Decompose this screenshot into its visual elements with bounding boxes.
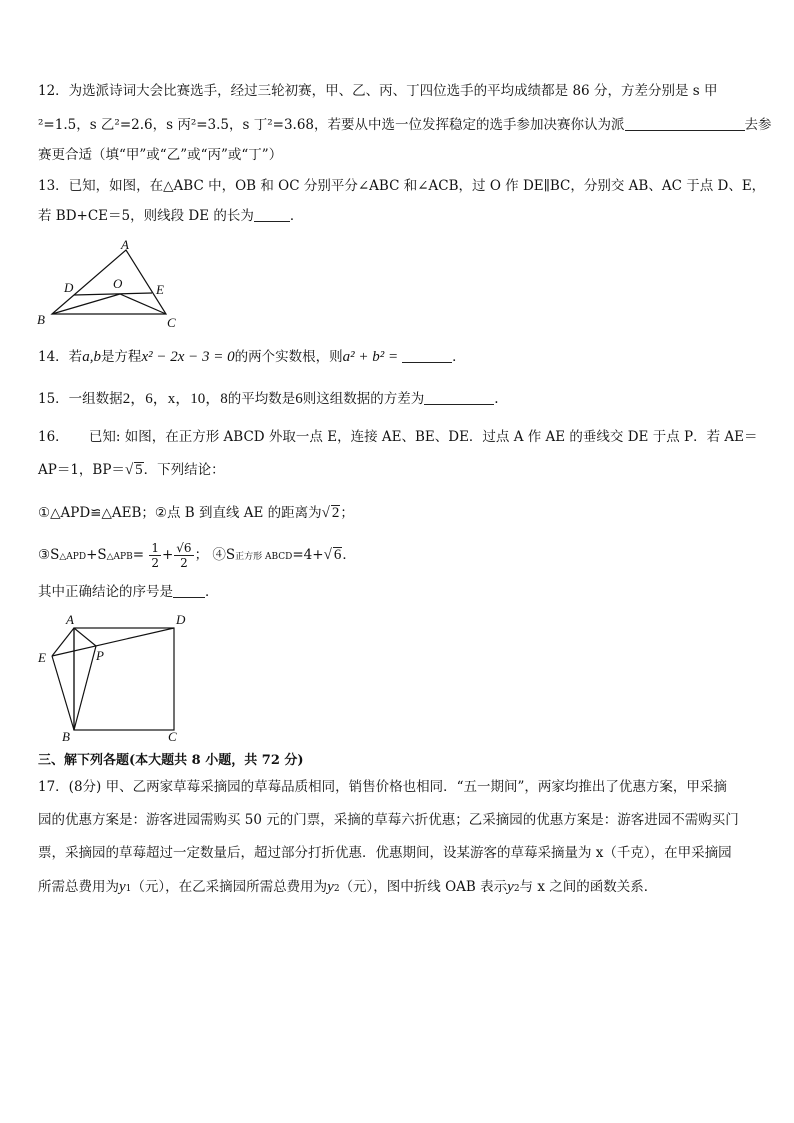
segment-pb <box>74 646 96 730</box>
label-p: P <box>96 648 104 663</box>
q16-c3-eq: = <box>132 547 145 563</box>
q16-line-2 <box>38 461 225 479</box>
q16-line-end <box>38 583 219 601</box>
q14-mid2: 的两个实数根，则 <box>234 349 343 365</box>
q16-c3-sub1: △APD <box>59 552 87 562</box>
q14-line <box>38 348 466 366</box>
q13-line-2 <box>38 207 303 225</box>
q16-c3-plus: +S <box>86 547 107 563</box>
frac1-num: 1 <box>151 541 159 555</box>
q17-line-4a: 所需总费用为 <box>38 879 119 895</box>
q15-mean: 6 <box>295 391 303 407</box>
q16-sqrt-5: 5 <box>135 462 143 478</box>
q14-vars: a,b <box>82 349 101 365</box>
q16-answer-blank <box>173 583 205 598</box>
q16-line-1: 16． 已知: 如图，在正方形 ABCD 外取一点 E，连接 AE、BE、DE．过点 A 作 AE 的垂线交 DE 于点 P．若 AE＝ <box>38 429 758 445</box>
q13-triangle-figure <box>34 238 184 330</box>
q16-c4-eq: =4+ <box>292 547 324 563</box>
q17-y1-sub: 1 <box>125 884 132 894</box>
q17-line-3: 票，采摘园的草莓超过一定数量后，超过部分打折优惠．优惠期间，设某游客的草莓采摘量为 x（千克），在甲采摘园 <box>38 845 732 861</box>
q13-line-2-text: 若 BD+CE＝5，则线段 DE 的长为 <box>38 208 254 224</box>
q14-answer-blank <box>402 348 452 363</box>
q15-data: 2，6，x，10，8 <box>122 391 228 407</box>
q14-prefix: 14．若 <box>38 349 83 365</box>
segment-bo <box>52 294 120 314</box>
label-c: C <box>168 729 177 744</box>
section-3-heading: 三、解下列各题(本大题共 8 小题，共 72 分) <box>38 753 304 768</box>
q17-y1: y <box>119 879 126 895</box>
segment-de <box>74 293 152 295</box>
q15-answer-blank <box>424 390 494 405</box>
q17-line-4d: 与 x 之间的函数关系． <box>519 879 658 895</box>
q17-y2: y <box>327 879 334 895</box>
q13-line-2-end: ． <box>289 208 304 224</box>
q17-line-2: 园的优惠方案是：游客进园需购买 50 元的门票，采摘的草莓六折优惠；乙采摘园的优惠方案是：游客进园不需购买门 <box>38 812 739 828</box>
q15-prefix: 15．一组数据 <box>38 391 123 407</box>
q14-expr: a² + b² = <box>342 349 399 365</box>
q12-line-2b: 去参 <box>744 117 772 133</box>
q16-line-end-text: 其中正确结论的序号是 <box>38 584 173 600</box>
q16-c1-sqrt: 2 <box>331 505 340 521</box>
frac2-den: 2 <box>180 556 188 570</box>
q16-conclusions-1 <box>38 504 354 522</box>
q13-answer-blank <box>254 207 290 222</box>
q12-answer-blank <box>625 116 745 131</box>
label-a: A <box>121 238 129 252</box>
q16-c4-sub: 正方形 ABCD <box>235 552 293 562</box>
label-e: E <box>38 650 46 665</box>
q14-equation: x² − 2x − 3 = 0 <box>141 349 235 365</box>
q17-line-1: 17．(8分) 甲、乙两家草莓采摘园的草莓品质相同，销售价格也相同．“五一期间”，两家均推出了优惠方案，甲采摘 <box>38 779 727 795</box>
frac2-num: √6 <box>176 541 192 555</box>
q16-c4-end: ． <box>342 547 356 563</box>
q17-y2-sub: 2 <box>333 884 340 894</box>
q12-line-2 <box>38 116 772 134</box>
q16-c3-end: ； <box>194 547 209 563</box>
q16-line-2b: ．下列结论： <box>143 462 225 478</box>
segment-ap <box>74 628 96 646</box>
q15-end: . <box>494 391 499 407</box>
q12-line-2a: ²=1.5，s 乙²=2.6，s 丙²=3.5，s 丁²=3.68，若要从中选一位发挥稳定的选手参加决赛你认为派 <box>38 117 625 133</box>
q16-line-end-tail: ． <box>205 584 219 600</box>
q15-suffix: 则这组数据的方差为 <box>302 391 425 407</box>
q16-c3-frac1 <box>149 541 161 570</box>
q16-c1: ①△APD≌△AEB；②点 B 到直线 AE 的距离为 <box>38 505 322 521</box>
q16-c3-sub2: △APB <box>106 552 133 562</box>
frac1-den: 2 <box>151 556 159 570</box>
label-e: E <box>156 282 164 297</box>
label-c: C <box>167 315 176 330</box>
q17-y2b: y <box>507 879 514 895</box>
segment-eb <box>52 656 74 730</box>
q12-line-1: 12．为选派诗词大会比赛选手，经过三轮初赛，甲、乙、丙、丁四位选手的平均成绩都是 86 分，方差分别是 s 甲 <box>38 83 718 99</box>
label-a: A <box>66 612 74 627</box>
q16-c1-sqrt-sign: √ <box>321 505 330 521</box>
q15-mid: 的平均数是 <box>227 391 296 407</box>
q16-c3-frac2 <box>174 541 193 570</box>
q15-line <box>38 390 499 408</box>
q16-c4-sqrt-sign: √ <box>323 547 332 563</box>
q16-line-2a: AP＝1，BP＝ <box>38 462 125 478</box>
label-d: D <box>176 612 186 627</box>
q16-conclusions-2: ③S△APD+S△APB= $\frac{1}{2}$ + $\frac{√6}{2}$ ； ④S正方形 ABCD=4+√ 6． <box>38 541 356 570</box>
q14-mid1: 是方程 <box>100 349 142 365</box>
q16-c1-end: ； <box>340 505 354 521</box>
q16-sqrt-sign: √ <box>124 462 134 478</box>
label-o: O <box>113 276 123 291</box>
label-d: D <box>64 280 74 295</box>
label-b: B <box>37 312 45 327</box>
q14-end: ． <box>452 349 466 365</box>
q16-c4-prefix: ④S <box>212 547 236 563</box>
q16-c4-sqrt: 6 <box>333 547 342 563</box>
q17-y2b-sub: 2 <box>513 884 520 894</box>
label-b: B <box>62 729 70 744</box>
q17-line-4b: （元），在乙采摘园所需总费用为 <box>131 879 328 895</box>
q16-square-figure <box>34 610 194 744</box>
q12-line-3: 赛更合适（填“甲”或“乙”或“丙”或“丁”） <box>38 147 283 163</box>
q17-line-4c: （元），图中折线 OAB 表示 <box>339 879 508 895</box>
square-abcd <box>74 628 174 730</box>
q13-line-1: 13．已知，如图，在△ABC 中，OB 和 OC 分别平分∠ABC 和∠ACB，过 O 作 DE∥BC，分别交 AB、AC 于点 D、E， <box>38 178 766 194</box>
q17-line-4 <box>38 878 657 898</box>
q16-c3-prefix: ③S <box>38 547 60 563</box>
